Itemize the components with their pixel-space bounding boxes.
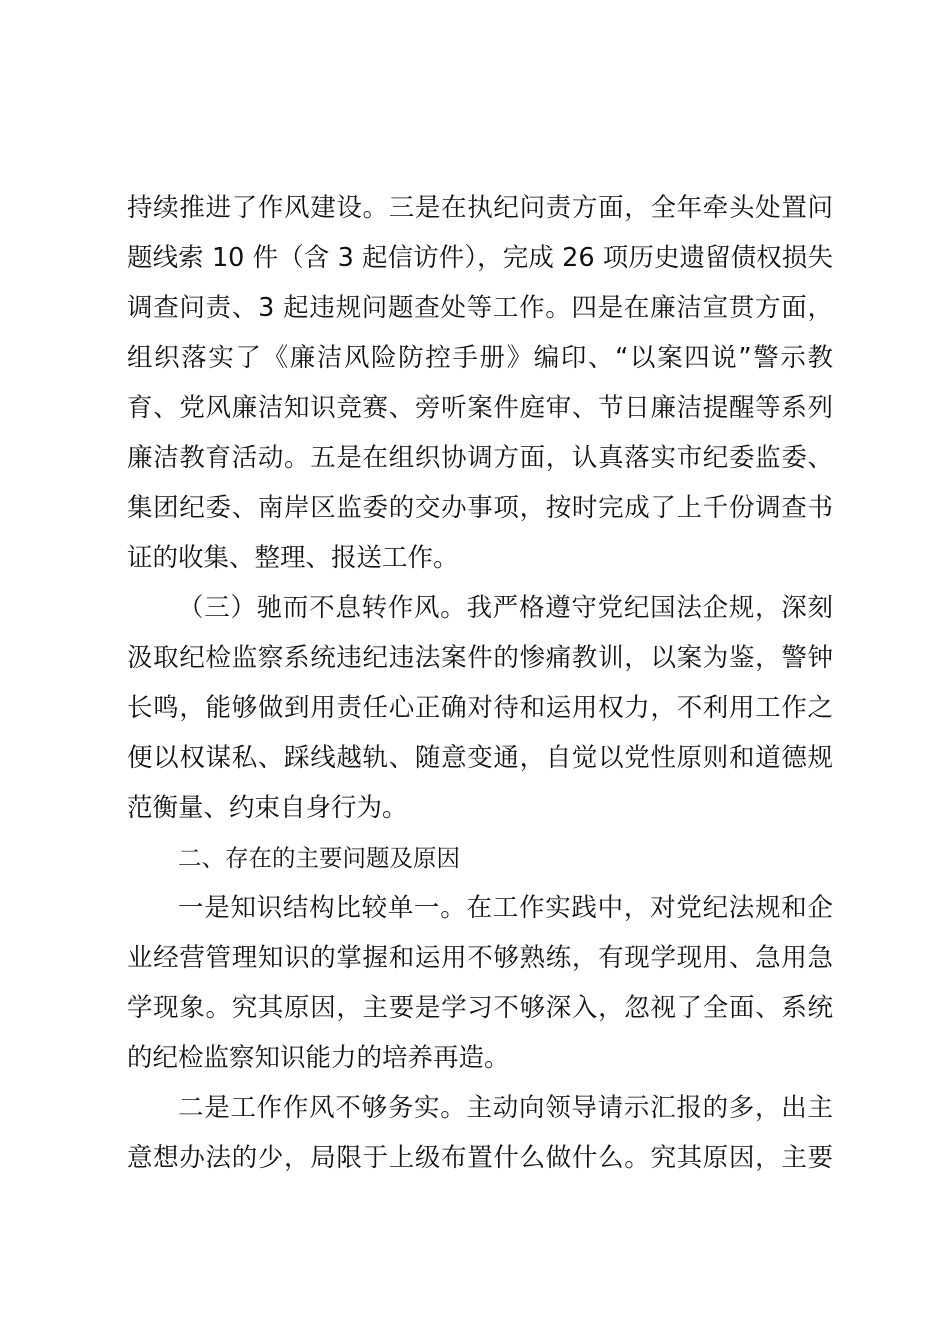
text-line: 集团纪委、南岸区监委的交办事项，按时完成了上千份调查书	[127, 493, 833, 523]
text-line: 调查问责、3 起违规问题查处等工作。四是在廉洁宣贯方面，	[127, 293, 833, 323]
text-line: 的纪检监察知识能力的培养再造。	[127, 1043, 510, 1073]
text-line: 便以权谋私、踩线越轨、随意变通，自觉以党性原则和道德规	[127, 743, 833, 773]
text-line: 题线索 10 件（含 3 起信访件），完成 26 项历史遗留债权损失	[127, 243, 833, 273]
text-line: 汲取纪检监察系统违纪违法案件的惨痛教训，以案为鉴，警钟	[127, 643, 833, 673]
text-line: 长鸣，能够做到用责任心正确对待和运用权力，不利用工作之	[127, 693, 833, 723]
text-line: 廉洁教育活动。五是在组织协调方面，认真落实市纪委监委、	[127, 443, 833, 473]
paragraph-start-line: （三）驰而不息转作风。我严格遵守党纪国法企规，深刻	[178, 593, 833, 623]
text-line: 育、党风廉洁知识竞赛、旁听案件庭审、节日廉洁提醒等系列	[127, 393, 833, 423]
text-line: 组织落实了《廉洁风险防控手册》编印、“以案四说”警示教	[127, 343, 833, 373]
paragraph-start-line: 二是工作作风不够务实。主动向领导请示汇报的多，出主	[178, 1093, 833, 1123]
document-body	[127, 183, 833, 1183]
section-heading: 二、存在的主要问题及原因	[178, 844, 460, 872]
text-line: 学现象。究其原因，主要是学习不够深入，忽视了全面、系统	[127, 993, 833, 1023]
text-line: 持续推进了作风建设。三是在执纪问责方面，全年牵头处置问	[127, 193, 833, 223]
text-line: 业经营管理知识的掌握和运用不够熟练，有现学现用、急用急	[127, 943, 833, 973]
text-line: 证的收集、整理、报送工作。	[127, 543, 459, 573]
text-line: 意想办法的少，局限于上级布置什么做什么。究其原因，主要	[127, 1143, 833, 1173]
paragraph-start-line: 一是知识结构比较单一。在工作实践中，对党纪法规和企	[178, 893, 833, 923]
text-line: 范衡量、约束自身行为。	[127, 793, 408, 823]
